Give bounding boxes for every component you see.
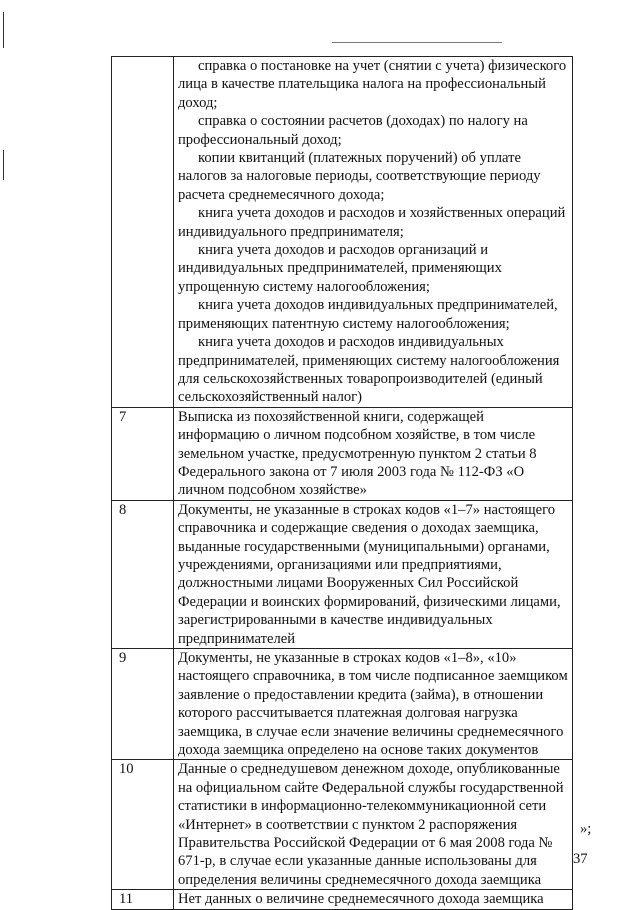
code-cell: 7 [112,407,174,500]
code-cell: 8 [112,500,174,648]
page-number: 37 [573,851,588,867]
margin-mark-2 [3,150,4,180]
list-item: книга учета доходов и расходов и хозяйственных операций индивидуального предпринимателя; [178,205,566,240]
list-item: книга учета доходов индивидуальных предпринимателей, применяющих патентную систему налогообложения; [178,297,558,332]
code-cell: 9 [112,649,174,760]
list-item: справка о постановке на учет (снятии с учета) физического лица в качестве плательщика налога на профессиональный доход; [178,58,567,111]
description-cell-continuation [174,57,573,408]
list-item: копии квитанций (платежных поручений) об уплате налогов за налоговые периоды, соответствующие периоду расчета среднемесячного дохода; [178,150,541,203]
description-cell: Документы, не указанные в строках кодов «1–7» настоящего справочника и содержащие сведения о доходах заемщика, выданные государственными (муниципальными) органами, учреждениями, организациями или предприятиями, должностными лицами Вооруженных Сил Российской Федерации и воинских формирований, физическими лицами, зарегистрированными в качестве индивидуальных предпринимателей [174,500,573,648]
list-item: справка о состоянии расчетов (доходах) по налогу на профессиональный доход; [178,113,528,148]
description-cell: Документы, не указанные в строках кодов «1–8», «10» настоящего справочника, в том числе подписанное заемщиком заявление о предоставлении кредита (займа), в отношении которого рассчитывается платежная долговая нагрузка заемщика, в случае если значение величины среднемесячного дохода заемщика определено на основе таких документов [174,649,573,760]
income-documents-table [111,56,573,910]
description-cell: Выписка из похозяйственной книги, содержащей информацию о личном подсобном хозяйстве, в том числе земельном участке, предусмотренную пунктом 2 статьи 8 Федерального закона от 7 июля 2003 года № 112-ФЗ «О личном подсобном хозяйстве» [174,407,573,500]
table-row [112,407,573,500]
list-item: книга учета доходов и расходов организаций и индивидуальных предпринимателей, применяющих упрощенную систему налогообложения; [178,242,502,295]
margin-mark-1 [3,12,4,48]
code-cell-empty [112,57,174,408]
code-cell: 10 [112,760,174,890]
table-row [112,649,573,760]
table-row [112,760,573,890]
table-row-continuation [112,57,573,408]
description-cell: Данные о среднедушевом денежном доходе, опубликованные на официальном сайте Федеральной службы государственной статистики в информационно-телекоммуникационной сети «Интернет» в соответствии с пунктом 2 распоряжения Правительства Российской Федерации от 6 мая 2008 года № 671-р, в случае если указанные данные использованы для определения величины среднемесячного дохода заемщика [174,760,573,890]
description-cell: Нет данных о величине среднемесячного дохода заемщика [174,890,573,909]
table-row [112,500,573,648]
scan-artifact-line [332,42,502,43]
closing-quote-mark: »; [580,821,592,837]
code-cell: 11 [112,890,174,909]
table-row [112,890,573,909]
list-item: книга учета доходов и расходов индивидуальных предпринимателей, применяющих систему налогообложения для сельскохозяйственных товаропроизводителей (единый сельскохозяйственный налог) [178,334,560,406]
